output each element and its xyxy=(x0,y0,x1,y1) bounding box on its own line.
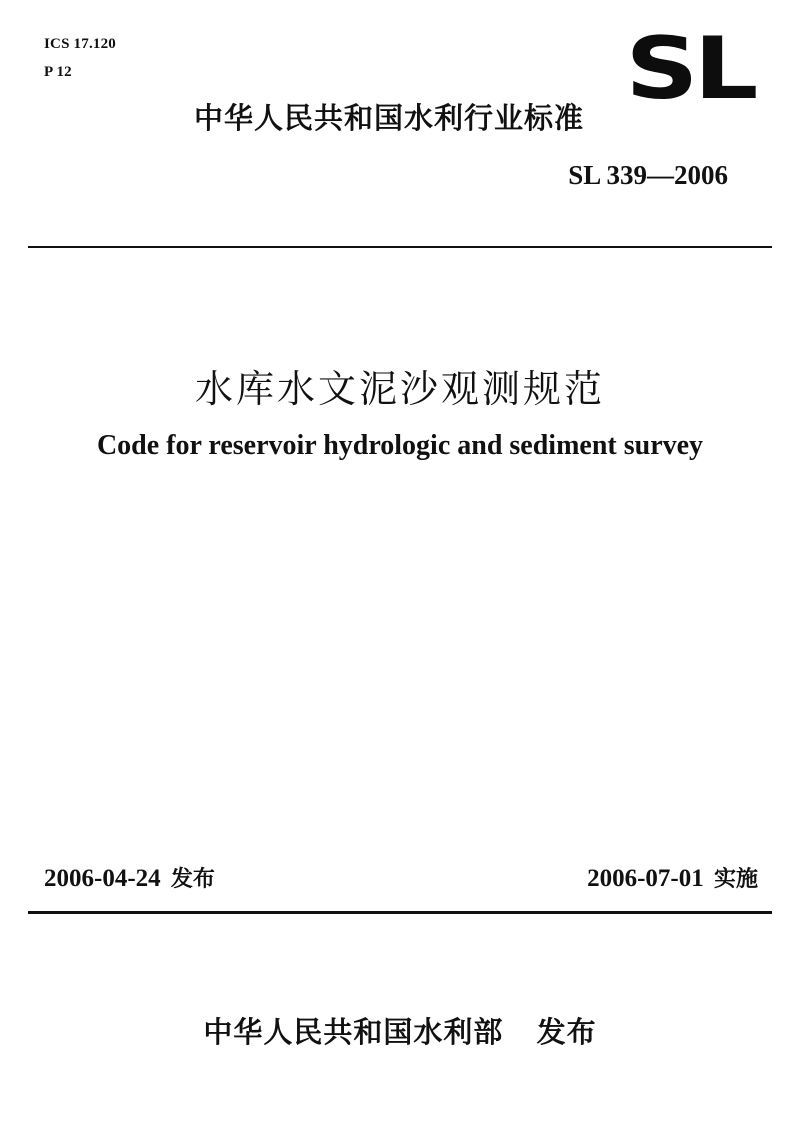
effective-date: 2006-07-01 xyxy=(587,865,704,892)
issue-date: 2006-04-24 xyxy=(44,865,161,892)
publisher-line xyxy=(0,1010,800,1051)
document-title-cn: 水库水文泥沙观测规范 xyxy=(194,367,605,411)
effective-date-line xyxy=(587,862,758,893)
bottom-divider xyxy=(28,911,772,914)
effective-label: 实施 xyxy=(713,867,758,892)
issue-label: 发布 xyxy=(170,867,215,892)
document-title-en: Code for reservoir hydrologic and sediment survey xyxy=(96,430,704,461)
publish-label: 发布 xyxy=(536,1015,597,1049)
sl-logo: SL xyxy=(625,19,754,119)
standard-number: SL 339—2006 xyxy=(568,160,728,190)
standard-category-title: 中华人民共和国水利行业标准 xyxy=(194,101,585,135)
issue-date-line xyxy=(44,862,215,893)
classification-code: P 12 xyxy=(44,64,72,80)
publisher-name: 中华人民共和国水利部 xyxy=(203,1015,504,1049)
top-divider xyxy=(28,246,772,248)
ics-code: ICS 17.120 xyxy=(44,36,117,52)
